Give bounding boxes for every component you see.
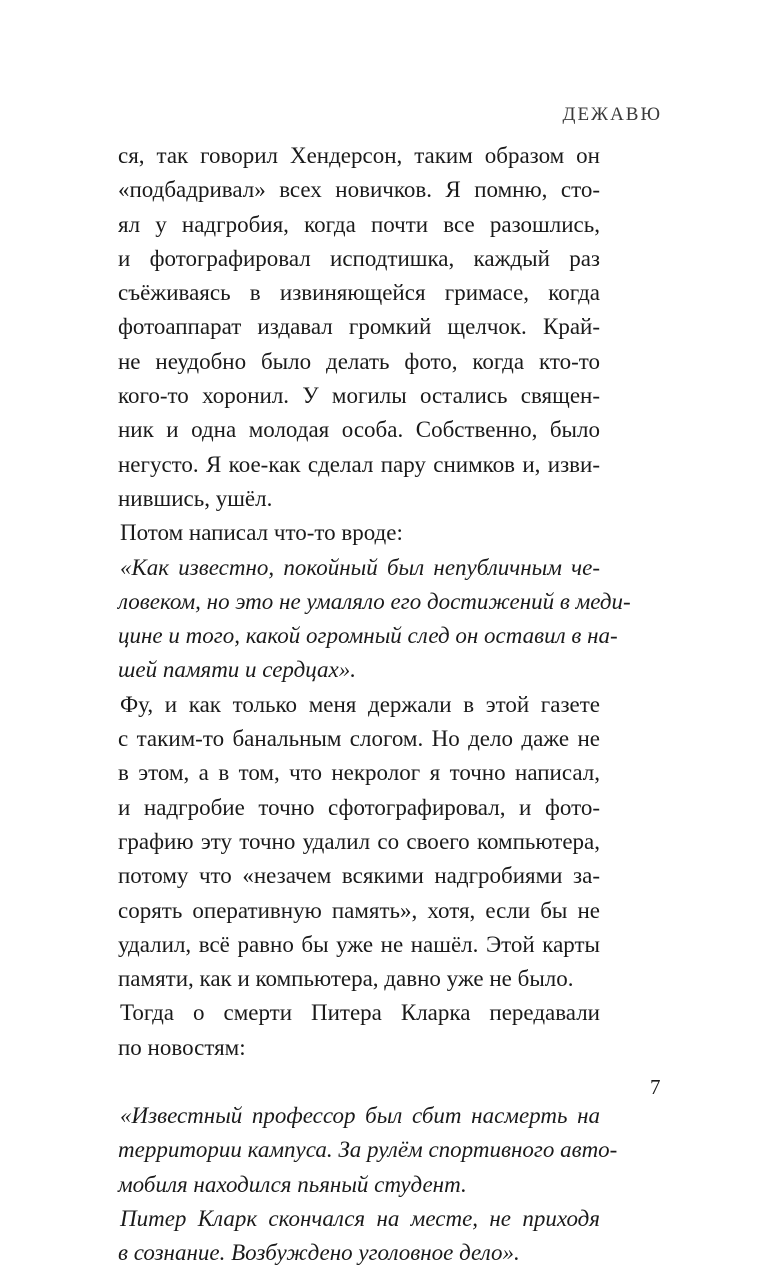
text-line: в этом, а в том, что некролог я точно написал, bbox=[118, 760, 600, 786]
text-line: по новостям: bbox=[118, 1034, 246, 1060]
paragraph-spacer bbox=[118, 1065, 600, 1099]
quote-line: Питер Кларк скончался на месте, не приходя bbox=[120, 1205, 600, 1231]
running-head: ДЕЖАВЮ bbox=[562, 104, 662, 125]
text-line: и надгробие точно сфотографировал, и фото- bbox=[118, 794, 600, 820]
text-line: Тогда о смерти Питера Кларка передавали bbox=[120, 1000, 600, 1026]
text-line: и фотографировал исподтишка, каждый раз bbox=[118, 245, 600, 271]
quote-line: ловеком, но это не умаляло его достижений в меди- bbox=[118, 588, 631, 614]
quote-line: шей памяти и сердцах». bbox=[118, 657, 356, 683]
text-line: съёживаясь в извиняющейся гримасе, когда bbox=[118, 280, 600, 306]
text-line: с таким-то банальным слогом. Но дело даже не bbox=[118, 726, 600, 752]
text-line: ял у надгробия, когда почти все разошлись, bbox=[118, 211, 600, 237]
text-line: потому что «незачем всякими надгробиями за- bbox=[118, 863, 600, 889]
body-text bbox=[118, 139, 631, 1271]
quote-line: «Как известно, покойный был непубличным че- bbox=[120, 554, 600, 580]
text-line: «подбадривал» всех новичков. Я помню, сто- bbox=[118, 177, 600, 203]
text-line: не неудобно было делать фото, когда кто-то bbox=[118, 348, 600, 374]
text-line: сорять оперативную память», хотя, если бы не bbox=[118, 897, 600, 923]
text-line: ник и одна молодая особа. Собственно, было bbox=[118, 417, 600, 443]
text-line: памяти, как и компьютера, давно уже не было. bbox=[118, 966, 574, 992]
text-line: нившись, ушёл. bbox=[118, 485, 273, 511]
text-line: удалил, всё равно бы уже не нашёл. Этой карты bbox=[118, 931, 600, 957]
quote-line: цине и того, какой огромный след он оставил в на- bbox=[118, 623, 618, 649]
text-line: кого-то хоронил. У могилы остались священ- bbox=[118, 383, 600, 409]
quote-line: в сознание. Возбуждено уголовное дело». bbox=[118, 1240, 520, 1266]
text-line: негусто. Я кое-как сделал пару снимков и, изви- bbox=[118, 451, 600, 477]
quote-line: территории кампуса. За рулём спортивного авто- bbox=[118, 1137, 618, 1163]
quote-line: «Известный профессор был сбит насмерть на bbox=[120, 1103, 600, 1129]
text-line: Потом написал что-то вроде: bbox=[120, 520, 403, 546]
text-line: ся, так говорил Хендерсон, таким образом он bbox=[118, 143, 600, 168]
text-line: Фу, и как только меня держали в этой газете bbox=[120, 691, 600, 717]
page-number: 7 bbox=[650, 1075, 661, 1099]
quote-line: мобиля находился пьяный студент. bbox=[118, 1171, 467, 1197]
text-line: графию эту точно удалил со своего компьютера, bbox=[118, 828, 600, 854]
text-line: фотоаппарат издавал громкий щелчок. Край- bbox=[118, 314, 600, 340]
